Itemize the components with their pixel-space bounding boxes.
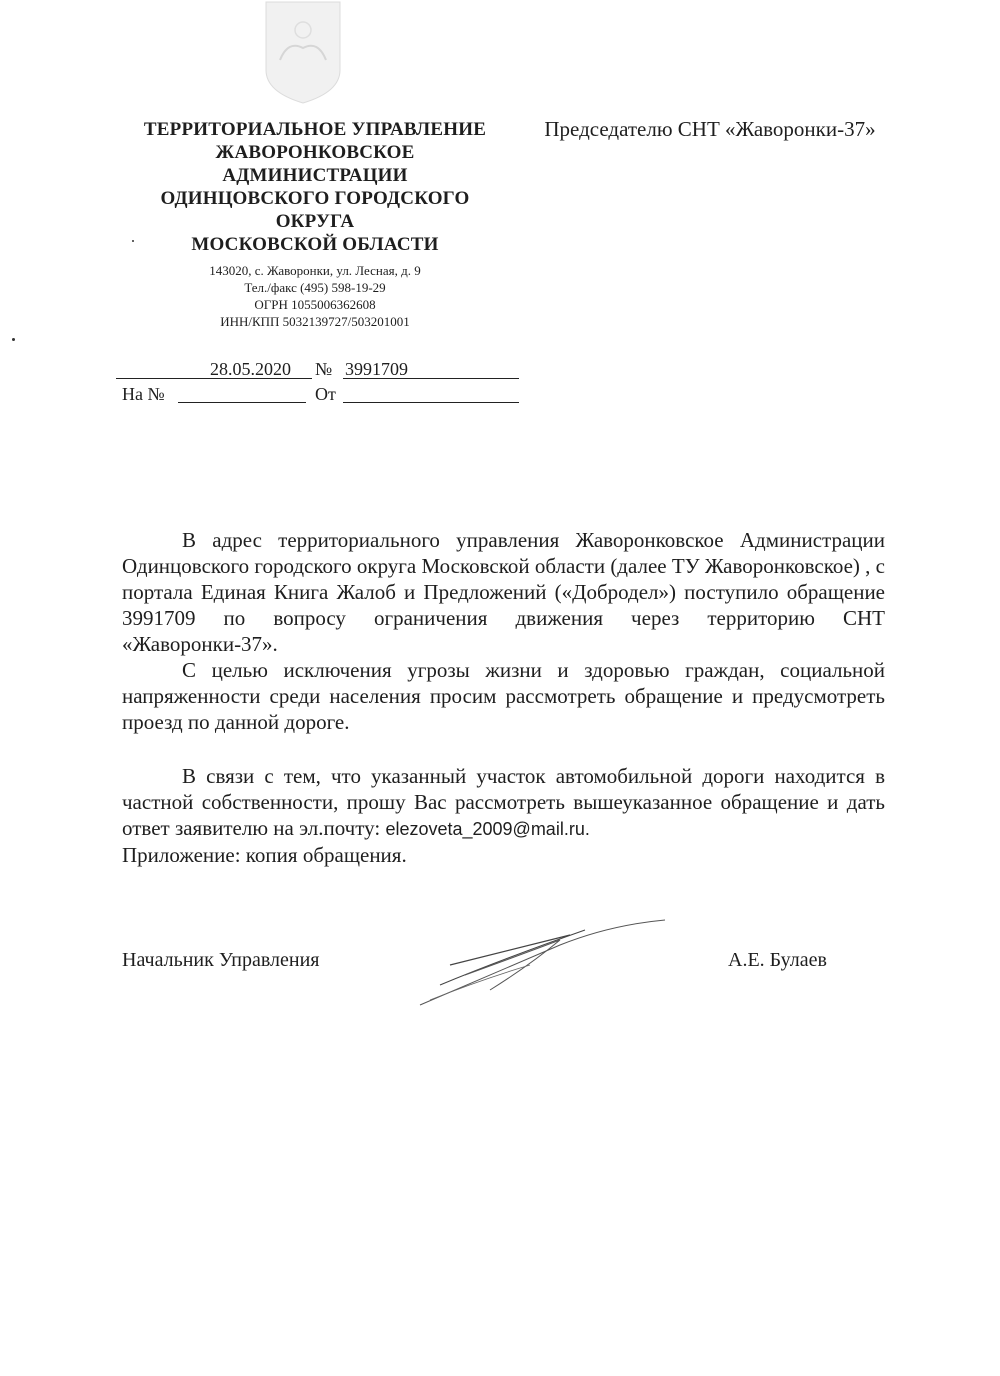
org-details xyxy=(120,262,510,330)
registration-date: 28.05.2020 xyxy=(210,359,291,379)
org-name-line: ОДИНЦОВСКОГО ГОРОДСКОГО xyxy=(160,188,470,209)
org-name-line: АДМИНИСТРАЦИИ xyxy=(222,165,408,186)
addressee: Председателю СНТ «Жаворонки-37» xyxy=(544,117,876,141)
instruction-text: В связи с тем, что указанный участок автомобильной дороги находится в частной собственности, прошу Вас рассмотреть вышеуказанное обращение и дать ответ заявителю на эл.почту: xyxy=(122,764,885,840)
org-name-line: ТЕРРИТОРИАЛЬНОЕ УПРАВЛЕНИЕ xyxy=(143,119,487,140)
org-phone: Тел./факс (495) 598-19-29 xyxy=(244,280,386,295)
reference-number-underline xyxy=(178,402,306,403)
org-name-line: ЖАВОРОНКОВСКОЕ xyxy=(215,142,415,163)
applicant-email: elezoveta_2009@mail.ru. xyxy=(385,819,590,839)
coat-of-arms-emblem xyxy=(258,0,348,105)
date-underline xyxy=(116,378,312,379)
reference-number-label: На № xyxy=(122,384,165,404)
paragraph-instruction xyxy=(122,763,885,842)
scan-speck xyxy=(132,240,134,242)
number-underline xyxy=(343,378,519,379)
organization-header xyxy=(120,118,510,330)
org-name-line: МОСКОВСКОЙ ОБЛАСТИ xyxy=(191,234,439,255)
org-ogrn: ОГРН 1055006362608 xyxy=(254,297,376,312)
letter-body xyxy=(122,527,885,868)
scan-speck xyxy=(12,338,15,341)
org-address: 143020, с. Жаворонки, ул. Лесная, д. 9 xyxy=(209,263,421,278)
paragraph-request: В адрес территориального управления Жаворонковское Администрации Одинцовского городского округа Московской области (далее ТУ Жаворонковское) , с портала Единая Книга Жалоб и Предложений («Добродел») поступило обращение 3991709 по вопросу ограничения движения через территорию СНТ «Жаворонки-37». xyxy=(122,528,885,656)
registration-number: 3991709 xyxy=(345,359,408,379)
registration-number-label: № xyxy=(315,359,333,379)
org-name-line: ОКРУГА xyxy=(275,211,355,232)
handwritten-signature xyxy=(410,905,680,1015)
org-inn-kpp: ИНН/КПП 5032139727/503201001 xyxy=(220,314,410,329)
attachment-note: Приложение: копия обращения. xyxy=(122,843,407,867)
signatory-name: А.Е. Булаев xyxy=(728,949,827,971)
reference-date-label: От xyxy=(315,384,336,404)
paragraph-purpose: С целью исключения угрозы жизни и здоровью граждан, социальной напряженности среди населения просим рассмотреть обращение и предусмотреть проезд по данной дороге. xyxy=(122,658,885,734)
signatory-title: Начальник Управления xyxy=(122,949,320,971)
reference-date-underline xyxy=(343,402,519,403)
